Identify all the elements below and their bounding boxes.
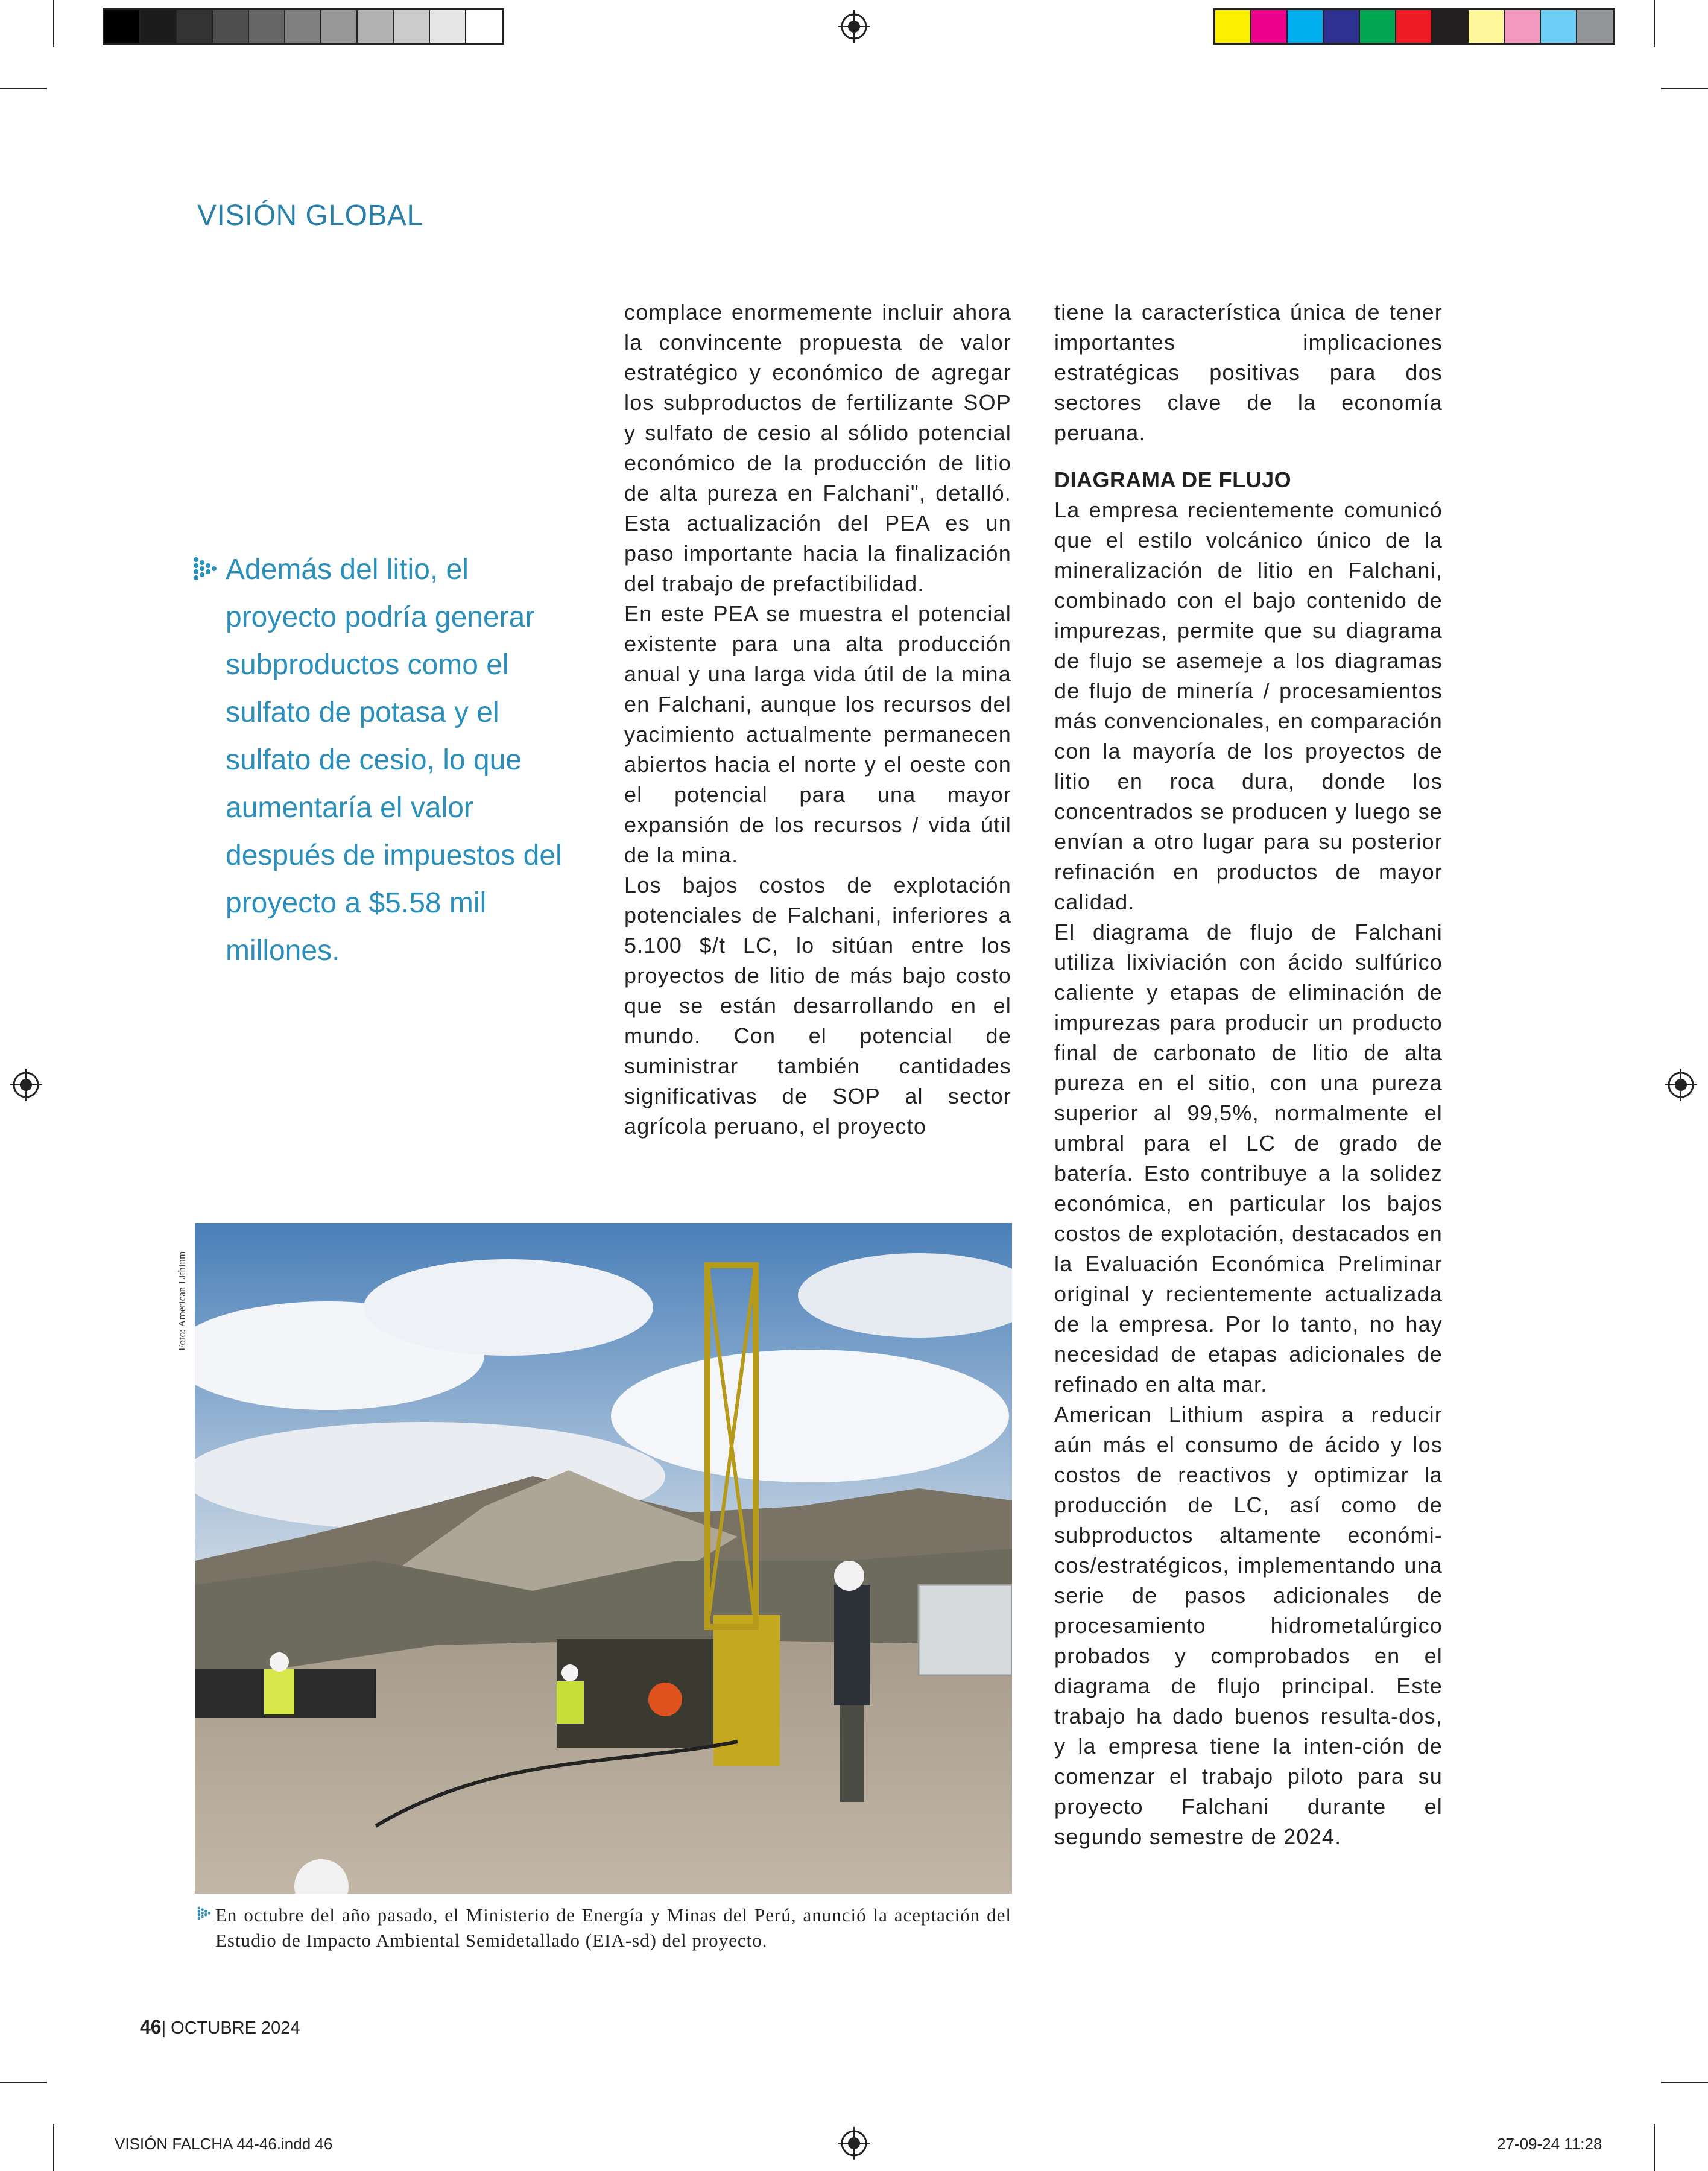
section-heading: DIAGRAMA DE FLUJO <box>1054 467 1292 492</box>
photo-caption <box>197 1903 1011 1953</box>
article-column-middle <box>624 297 1011 1142</box>
registration-mark-icon <box>838 10 870 43</box>
article-column-right <box>1054 297 1443 1852</box>
color-swatch <box>1469 10 1505 43</box>
crop-mark <box>1661 88 1708 89</box>
crop-mark <box>1661 2082 1708 2083</box>
color-swatch <box>285 10 321 43</box>
process-color-bar <box>1213 8 1615 45</box>
section-title: VISIÓN GLOBAL <box>197 200 423 232</box>
color-swatch <box>177 10 213 43</box>
color-swatch <box>321 10 358 43</box>
slug-timestamp: 27-09-24 11:28 <box>1497 2135 1602 2153</box>
color-swatch <box>1577 10 1613 43</box>
color-swatch <box>1505 10 1541 43</box>
pull-quote-text: Además del litio, el proyecto podría generar subproductos como el sulfato de potasa y el sulfato de cesio, lo que aumentaría el valor después de impuestos del proyecto a $5.58 mil millones. <box>226 554 562 967</box>
color-swatch <box>1432 10 1469 43</box>
color-swatch <box>141 10 177 43</box>
paragraph: complace enormemente incluir ahora la convincente propuesta de valor estratégico y económico de agregar los subproductos de fertilizante SOP y sulfato de cesio al sólido potencial económico de la producción de litio de alta pureza en Falchani", detalló. Esta actualización del PEA es un paso importante hacia la finalización del trabajo de prefactibilidad. <box>624 300 1011 596</box>
grayscale-color-bar <box>103 8 504 45</box>
dots-bullet-icon <box>197 1906 212 1921</box>
color-swatch <box>104 10 141 43</box>
paragraph: tiene la característica única de tener importantes implicaciones estratégicas positivas para dos sectores clave de la economía peruana. <box>1054 300 1443 445</box>
dots-bullet-icon <box>193 557 218 582</box>
paragraph: Los bajos costos de explotación potenciales de Falchani, inferiores a 5.100 $/t LC, lo sitúan entre los proyectos de litio de más bajo costo que se están desarrollando en el mundo. Con el potencial de suministrar también cantidades significativas de SOP al sector agrícola peruano, el proyecto <box>624 873 1011 1139</box>
color-swatch <box>1251 10 1288 43</box>
color-swatch <box>394 10 430 43</box>
crop-mark <box>0 88 47 89</box>
color-swatch <box>466 10 502 43</box>
color-swatch <box>1541 10 1577 43</box>
photo-caption-text: En octubre del año pasado, el Ministerio de Energía y Minas del Perú, anunció la aceptación del Estudio de Impacto Ambiental Semidetallado (EIA-sd) del proyecto. <box>215 1904 1011 1951</box>
photo-credit: Foto: American Lithium <box>176 1251 188 1351</box>
pull-quote <box>193 546 579 975</box>
crop-mark <box>1654 0 1655 47</box>
crop-mark <box>53 0 54 47</box>
registration-mark-icon <box>10 1069 42 1101</box>
color-swatch <box>1215 10 1251 43</box>
page-number: 46 <box>140 2016 162 2038</box>
color-swatch <box>249 10 285 43</box>
color-swatch <box>1288 10 1324 43</box>
crop-mark <box>1654 2124 1655 2171</box>
slug-filename: VISIÓN FALCHA 44-46.indd 46 <box>115 2135 333 2153</box>
paragraph: American Lithium aspira a reducir aún más el consumo de ácido y los costos de reactivos y optimizar la producción de LC, así como de subproductos altamente económi-cos/estratégicos, implementando una serie de pasos adicionales de procesamiento hidrometalúrgico probados y comprobados en el diagrama de flujo principal. Este trabajo ha dado buenos resulta-dos, y la empresa tiene la inten-ción de comenzar el trabajo piloto para su proyecto Falchani durante el segundo semestre de 2024. <box>1054 1402 1443 1849</box>
color-swatch <box>430 10 466 43</box>
page-footer <box>140 2016 300 2038</box>
paragraph: El diagrama de flujo de Falchani utiliza lixiviación con ácido sulfúrico caliente y etapas de eliminación de impurezas para producir un producto final de carbonato de litio de alta pureza en el sitio, con una pureza superior al 99,5%, normalmente el umbral para el LC de grado de batería. Esto contribuye a la solidez económica, en particular los bajos costos de explotación, destacados en la Evaluación Económica Preliminar original y recientemente actualizada de la empresa. Por lo tanto, no hay necesidad de etapas adicionales de refinado en alta mar. <box>1054 920 1443 1397</box>
paragraph: En este PEA se muestra el potencial existente para una alta producción anual y una larga vida útil de la mina en Falchani, aunque los recursos del yacimiento actualmente permanecen abiertos hacia el norte y el oeste con el potencial para una mayor expansión de los recursos / vida útil de la mina. <box>624 601 1011 867</box>
paragraph: La empresa recientemente comunicó que el estilo volcánico único de la mineralización de litio en Falchani, combinado con el bajo contenido de impurezas, permite que su diagrama de flujo se asemeje a los diagramas de flujo de minería / procesamientos más convencionales, en comparación con la mayoría de los proyectos de litio en roca dura, donde los concentrados se producen y luego se envían a otro lugar para su posterior refinación en productos de mayor calidad. <box>1054 498 1443 914</box>
color-swatch <box>1360 10 1396 43</box>
color-swatch <box>213 10 249 43</box>
registration-mark-icon <box>1665 1069 1697 1101</box>
crop-mark <box>0 2082 47 2083</box>
color-swatch <box>1396 10 1432 43</box>
color-swatch <box>1324 10 1360 43</box>
color-swatch <box>358 10 394 43</box>
registration-mark-icon <box>838 2127 870 2160</box>
drilling-site-photo <box>195 1223 1012 1894</box>
crop-mark <box>53 2124 54 2171</box>
issue-date: | OCTUBRE 2024 <box>161 2018 300 2038</box>
